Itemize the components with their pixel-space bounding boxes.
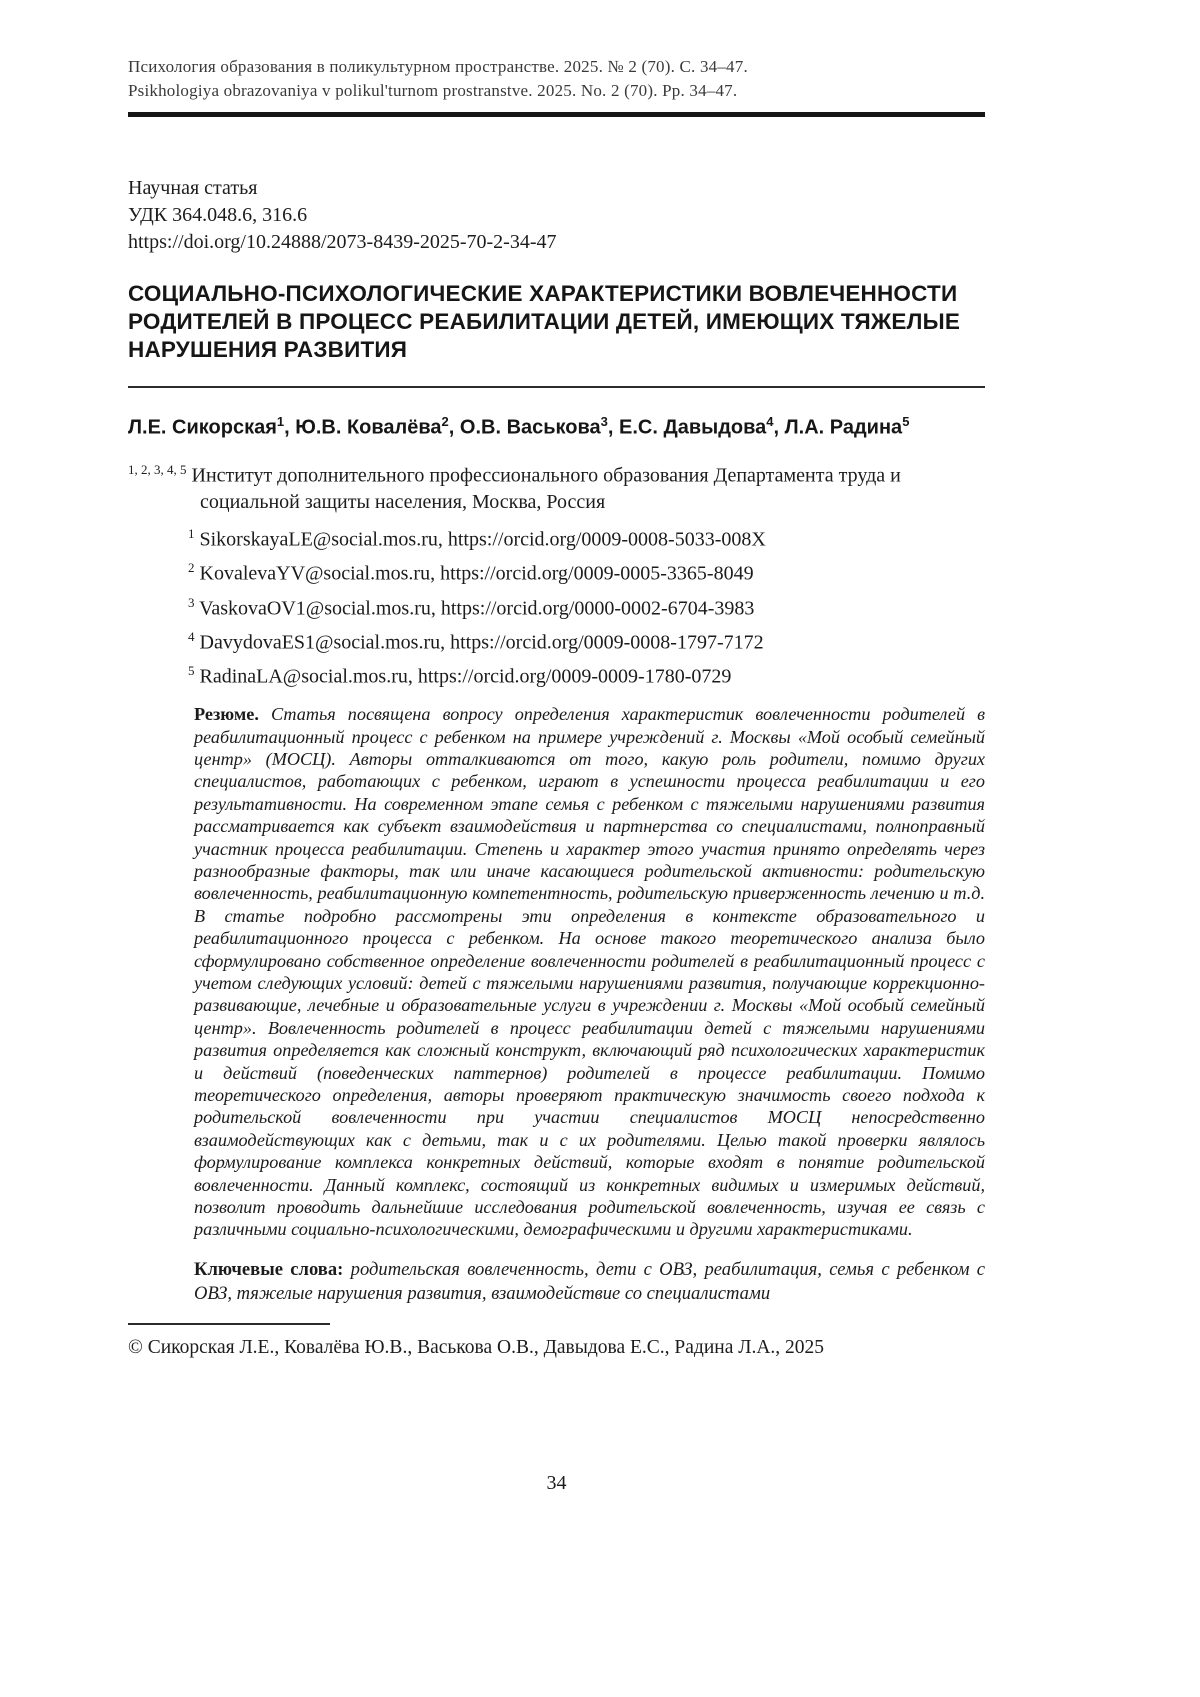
contact-email-orcid: SikorskayaLE@social.mos.ru, https://orcid.org/0009-0008-5033-008X: [199, 528, 766, 551]
keywords-label: Ключевые слова:: [194, 1258, 344, 1280]
keywords-text: родительская вовлеченность, дети с ОВЗ, реабилитация, семья с ребенком с ОВЗ, тяжелые нарушения развития, взаимодействие со специалистами: [194, 1258, 986, 1304]
affiliation-line: [128, 456, 985, 517]
author-affiliation-ref: 2: [441, 414, 449, 429]
contact-ref: 3: [188, 594, 195, 610]
contact-ref: 2: [188, 560, 195, 576]
footnote-rule: [128, 1323, 330, 1325]
contact-email-orcid: RadinaLA@social.mos.ru, https://orcid.org/0009-0009-1780-0729: [199, 665, 732, 688]
article-meta: [128, 175, 985, 256]
author-contact-line[interactable]: [188, 657, 985, 691]
author-contact-line[interactable]: [188, 520, 985, 554]
doi-link[interactable]: https://doi.org/10.24888/2073-8439-2025-70-2-34-47: [128, 231, 557, 253]
abstract-paragraph: [194, 703, 985, 1241]
author-name: Л.Е. Сикорская: [128, 416, 277, 439]
author-affiliation-ref: 4: [766, 414, 774, 429]
copyright-line: © Сикорская Л.Е., Ковалёва Ю.В., Васькова О.В., Давыдова Е.С., Радина Л.А., 2025: [128, 1336, 825, 1358]
keywords-block: [194, 1258, 985, 1306]
author-name: , Е.С. Давыдова: [607, 416, 767, 439]
title-rule: [128, 386, 985, 388]
contact-ref: 1: [188, 526, 195, 542]
contact-email-orcid: VaskovaOV1@social.mos.ru, https://orcid.org/0000-0002-6704-3983: [199, 597, 755, 620]
abstract-text: Статья посвящена вопросу определения характеристик вовлеченности родителей в реабилитационный процесс с ребенком на примере учреждений г. Москвы «Мой особый семейный центр» (МОСЦ). Авторы отталкиваются от того, какую роль родители, помимо других специалистов, работающих с ребенком, играют в успешности процесса реабилитации и его результативности. На современном этапе семья с ребенком с тяжелыми нарушениями развития рассматривается как субъект взаимодействия и партнерства со специалистами, полноправный участник процесса реабилитации. Степень и характер этого участия принято определять через разнообразные факторы, так или иначе касающиеся родительской активности: родительскую вовлеченность, реабилитационную компетентность, родительскую приверженность лечению и т.д. В статье подробно рассмотрены эти определения в контексте образовательного и реабилитационного процесса с ребенком. На основе такого теоретического анализа было сформулировано собственное определение вовлеченности родителей в реабилитационный процесс с учетом следующих условий: детей с тяжелыми нарушениями развития, получающие коррекционно-развивающие, лечебные и образовательные услуги в учреждении г. Москвы «Мой особый семейный центр». Вовлеченность родителей в процесс реабилитации детей с тяжелыми нарушениями развития определяется как сложный конструкт, включающий ряд психологических характеристик и действий (поведенческих паттернов) родителей в процессе реабилитации. Помимо теоретического определения, авторы проверяют практическую значимость своего подхода к родительской вовлеченности при участии специалистов МОСЦ непосредственно взаимодействующих как с детьми, так и с их родителями. Целью такой проверки являлось формулирование комплекса конкретных действий, которые входят в понятие родительской вовлеченности. Данный комплекс, состоящий из конкретных видимых и измеримых действий, позволит проводить дальнейшие исследования родительской вовлеченность, изучая ее связь с различными социально-психологическими, демографическими и другими характеристиками.: [194, 704, 986, 1240]
article-type-label: Научная статья: [128, 177, 258, 199]
author-contact-line[interactable]: [188, 554, 985, 588]
journal-reference-translit: Psikhologiya obrazovaniya v polikul'turnom prostranstve. 2025. No. 2 (70). Pp. 34–47.: [128, 81, 738, 100]
contact-ref: 4: [188, 628, 195, 644]
authors-line: [128, 409, 985, 441]
contact-email-orcid: DavydovaES1@social.mos.ru, https://orcid.org/0009-0008-1797-7172: [199, 631, 764, 654]
author-affiliation-ref: 3: [600, 414, 608, 429]
keywords-paragraph: [194, 1258, 985, 1306]
author-contact-line[interactable]: [188, 589, 985, 623]
footnote-block: [128, 1323, 985, 1361]
author-affiliation-ref: 1: [276, 414, 285, 429]
author-name: , Л.А. Радина: [773, 416, 903, 439]
contact-email-orcid: KovalevaYV@social.mos.ru, https://orcid.org/0009-0005-3365-8049: [199, 563, 754, 586]
contact-ref: 5: [188, 662, 195, 678]
page-number: 34: [546, 1472, 567, 1494]
author-name: , Ю.В. Ковалёва: [284, 416, 442, 439]
author-contacts: [188, 520, 985, 691]
abstract-block: [194, 703, 985, 1241]
abstract-label: Резюме.: [194, 704, 259, 725]
udc-label: УДК 364.048.6, 316.6: [128, 204, 308, 226]
author-affiliation-ref: 5: [902, 414, 910, 429]
header-rule: [128, 112, 985, 117]
affiliation-text: Институт дополнительного профессионального образования Департамента труда и социальной защиты населения, Москва, Россия: [191, 464, 901, 514]
author-contact-line[interactable]: [188, 623, 985, 657]
article-title: СОЦИАЛЬНО-ПСИХОЛОГИЧЕСКИЕ ХАРАКТЕРИСТИКИ ВОВЛЕЧЕННОСТИ РОДИТЕЛЕЙ В ПРОЦЕСС РЕАБИЛИТАЦИИ ДЕТЕЙ, ИМЕЮЩИХ ТЯЖЕЛЫЕ НАРУШЕНИЯ РАЗВИТИЯ: [128, 281, 961, 362]
affiliation-refs: 1, 2, 3, 4, 5: [128, 461, 187, 477]
author-name: , О.В. Васькова: [448, 416, 601, 439]
journal-reference-ru: Психология образования в поликультурном пространстве. 2025. № 2 (70). С. 34–47.: [128, 57, 748, 76]
journal-running-head: [128, 55, 985, 117]
